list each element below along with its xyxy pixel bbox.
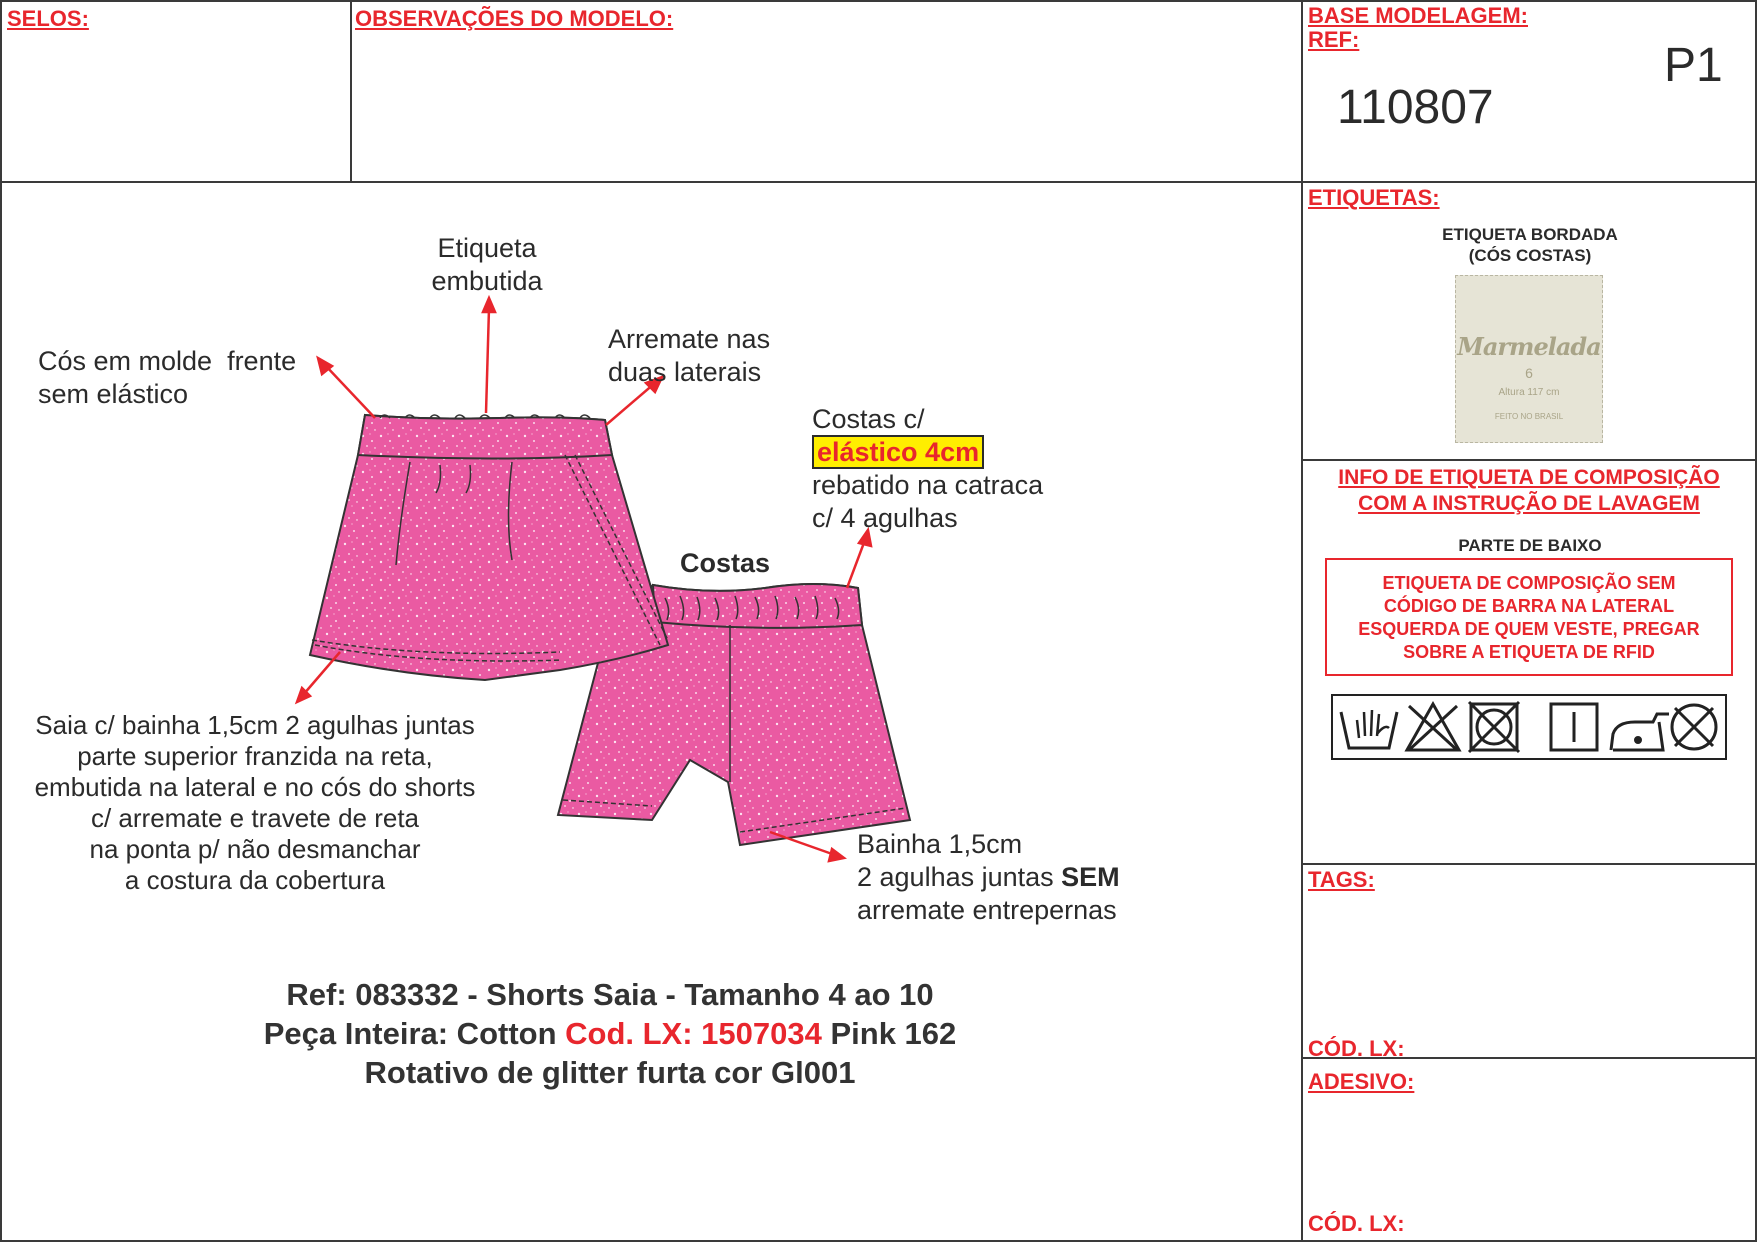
callout-line: Costas c/ [812,404,925,434]
do-not-tumble-dry-icon [1469,702,1519,752]
elastico-highlight: elástico 4cm [812,435,984,469]
callout-line: embutida na lateral e no cós do shorts [34,772,476,802]
callout-line: c/ arremate e travete de reta [90,803,420,833]
info-title-line: INFO DE ETIQUETA DE COMPOSIÇÃO [1338,466,1720,489]
embroidered-label-image [1455,275,1603,443]
base-modelagem-label: BASE MODELAGEM: [1308,3,1528,28]
callout-line [857,861,1120,894]
costas-title: Costas [680,548,771,578]
callout-etiqueta-embutida [412,232,562,298]
adesivo-label: ADESIVO: [1308,1069,1415,1094]
callout-line: c/ 4 agulhas [812,503,958,533]
callout-bainha [857,828,1120,927]
callout-line: rebatido na catraca [812,470,1044,500]
callout-line: sem elástico [38,379,189,409]
label-height: Altura 117 cm [1498,387,1560,398]
label-size: 6 [1525,365,1533,381]
product-print-line: Rotativo de glitter furta cor Gl001 [364,1055,856,1090]
etiquetas-label: ETIQUETAS: [1308,185,1440,210]
callout-line: parte superior franzida na reta, [77,741,433,771]
composicao-line: CÓDIGO DE BARRA NA LATERAL [1383,596,1675,616]
callout-costas-elastico [812,403,1043,535]
product-fabric-line [80,1014,1140,1053]
callout-line: a costura da cobertura [124,865,386,895]
fabric-color: Pink 162 [821,1016,957,1051]
ref-label: REF: [1308,27,1360,52]
bainha-text: 2 agulhas juntas [857,862,1062,892]
etiqueta-bordada-line: (CÓS COSTAS) [1468,246,1592,265]
ref-value: 110807 [1337,81,1494,134]
front-view-skort [310,415,668,680]
observacoes-label: OBSERVAÇÕES DO MODELO: [355,6,674,31]
callout-cos-molde [38,345,296,411]
cod-lx-label-adesivo: CÓD. LX: [1308,1211,1405,1236]
callout-line: na ponta p/ não desmanchar [89,834,421,864]
fabric-text: Peça Inteira: Cotton [263,1016,566,1051]
cod-lx-label-tags: CÓD. LX: [1308,1036,1405,1061]
fabric-code: Cod. LX: 1507034 [565,1016,822,1051]
callout-line: Bainha 1,5cm [857,829,1023,859]
info-etiqueta-title [1306,465,1752,517]
composicao-box [1325,558,1733,676]
product-description [80,975,1140,1092]
care-icons-strip [1331,694,1727,760]
callout-line: Arremate nas [608,324,771,354]
etiqueta-bordada-title [1380,224,1680,266]
composicao-line: ESQUERDA DE QUEM VESTE, PREGAR [1358,619,1700,639]
callout-arremate-laterais [608,323,770,389]
callout-line: duas laterais [608,357,762,387]
product-ref-line: Ref: 083332 - Shorts Saia - Tamanho 4 ao 10 [286,977,934,1012]
tags-label: TAGS: [1308,867,1375,892]
callout-line: embutida [431,266,543,296]
etiqueta-bordada-line: ETIQUETA BORDADA [1442,225,1618,244]
callout-line: Saia c/ bainha 1,5cm 2 agulhas juntas [35,710,475,740]
bainha-sem: SEM [1061,862,1120,892]
label-brand: Marmelada [1457,332,1601,361]
size-value: P1 [1664,39,1723,92]
label-made-in: FEITO NO BRASIL [1494,412,1564,421]
composicao-line: ETIQUETA DE COMPOSIÇÃO SEM [1382,573,1676,593]
info-title-line: COM A INSTRUÇÃO DE LAVAGEM [1358,492,1700,515]
composicao-line: SOBRE A ETIQUETA DE RFID [1403,642,1655,662]
selos-label: SELOS: [7,6,89,31]
callout-line: arremate entrepernas [857,895,1117,925]
parte-de-baixo: PARTE DE BAIXO [1458,536,1602,555]
highlight-row [812,436,1043,469]
callout-line: Cós em molde frente [38,346,297,376]
callout-saia [10,710,500,896]
callout-line: Etiqueta [437,233,537,263]
